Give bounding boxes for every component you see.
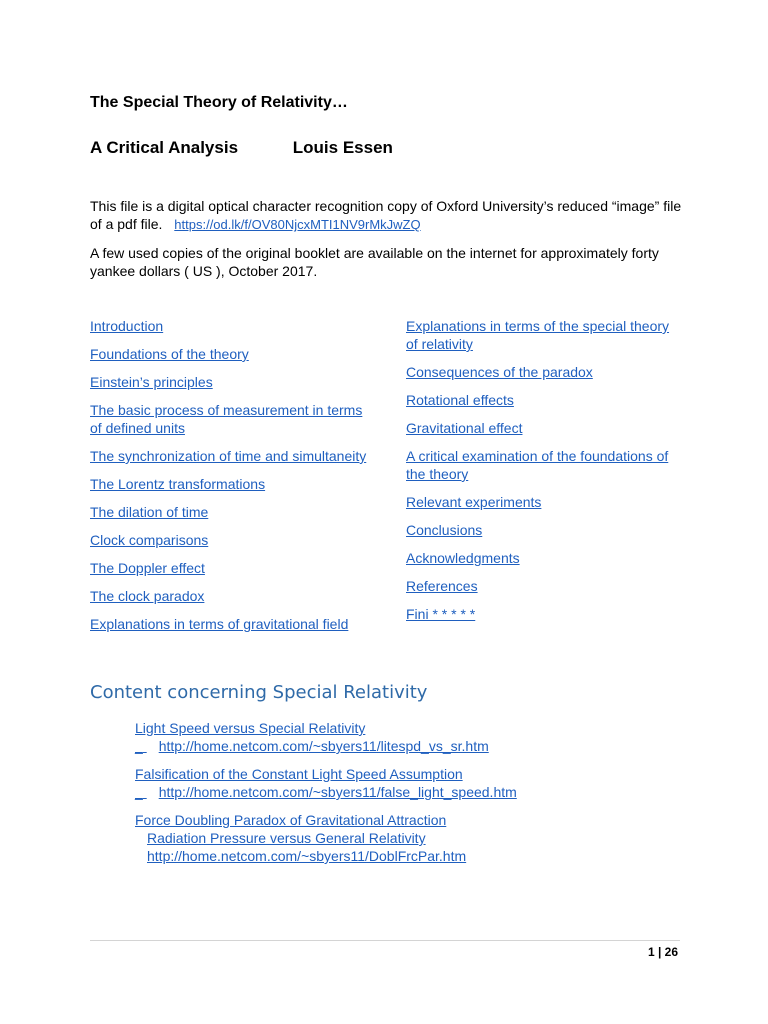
related-link-group (135, 719, 555, 755)
toc-link[interactable]: Clock comparisons (90, 532, 209, 548)
toc-link[interactable]: Explanations in terms of gravitational field (90, 616, 349, 632)
toc-link[interactable]: Introduction (90, 318, 164, 334)
toc-link[interactable]: The Doppler effect (90, 560, 205, 576)
related-link-url[interactable]: http://home.netcom.com/~sbyers11/litespd_vs_sr.htm (158, 738, 489, 754)
author: Louis Essen (292, 138, 393, 157)
url-prefix: _ (135, 738, 143, 754)
footer-divider (90, 940, 680, 941)
related-link-title[interactable]: Force Doubling Paradox of Gravitational Attraction (135, 812, 447, 828)
toc-link[interactable]: The clock paradox (90, 588, 205, 604)
subtitle: A Critical Analysis (90, 138, 239, 157)
toc-link[interactable]: Acknowledgments (406, 550, 520, 566)
toc-link[interactable]: The synchronization of time and simultaneity (90, 448, 367, 464)
related-link-title[interactable]: Light Speed versus Special Relativity (135, 720, 366, 736)
document-title: The Special Theory of Relativity… (90, 94, 348, 111)
availability-paragraph: A few used copies of the original booklet are available on the internet for approximately forty yankee dollars ( US ), October 2017. (90, 245, 659, 279)
toc-link[interactable]: Fini * * * * * (406, 606, 476, 622)
related-link-title[interactable]: Falsification of the Constant Light Speed Assumption (135, 766, 463, 782)
page-number: 1 | 26 (647, 945, 678, 959)
toc-link[interactable]: Foundations of the theory (90, 346, 249, 362)
toc-link[interactable]: Rotational effects (406, 392, 514, 408)
toc-link[interactable]: A critical examination of the foundations of the theory (406, 448, 669, 482)
toc-link[interactable]: Explanations in terms of the special theory of relativity (406, 318, 670, 352)
toc-link[interactable]: The dilation of time (90, 504, 209, 520)
toc-link[interactable]: Consequences of the paradox (406, 364, 593, 380)
toc-link[interactable]: Conclusions (406, 522, 483, 538)
intro-paragraph (90, 197, 690, 234)
toc-left-column (90, 317, 375, 643)
toc-link[interactable]: The basic process of measurement in terms of defined units (90, 402, 363, 436)
related-link-url[interactable]: http://home.netcom.com/~sbyers11/DoblFrcPar.htm (147, 848, 467, 864)
toc-link[interactable]: Einstein’s principles (90, 374, 213, 390)
section-heading: Content concerning Special Relativity (90, 681, 428, 703)
url-prefix: _ (135, 784, 143, 800)
intro-text: This file is a digital optical character recognition copy of Oxford University’s reduced “image” file of a pdf file. (90, 198, 682, 232)
related-link-group (135, 765, 555, 801)
related-link-url[interactable]: http://home.netcom.com/~sbyers11/false_light_speed.htm (158, 784, 517, 800)
subtitle-line (90, 138, 393, 158)
related-links (135, 719, 555, 875)
related-link-group (135, 811, 555, 865)
related-link-url-line[interactable] (135, 737, 555, 755)
related-link-url-line[interactable] (135, 783, 555, 801)
toc-right-column (406, 317, 676, 633)
related-link-subtitle[interactable]: Radiation Pressure versus General Relativity (147, 830, 426, 846)
toc-link[interactable]: References (406, 578, 478, 594)
toc-link[interactable]: The Lorentz transformations (90, 476, 266, 492)
toc-link[interactable]: Relevant experiments (406, 494, 542, 510)
toc-link[interactable]: Gravitational effect (406, 420, 523, 436)
intro-link[interactable]: https://od.lk/f/OV80NjcxMTI1NV9rMkJwZQ (174, 217, 421, 232)
